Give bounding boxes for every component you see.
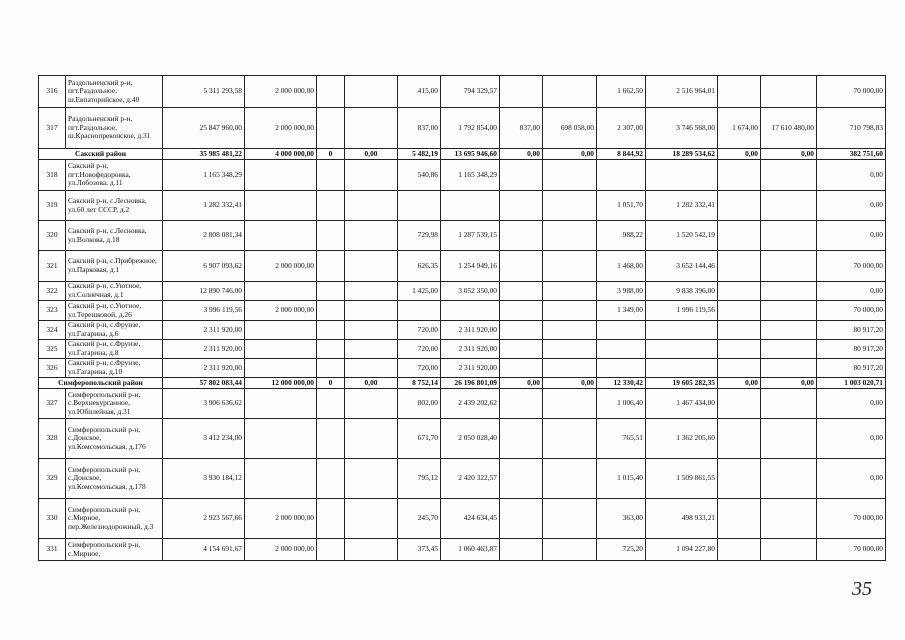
value-cell: 2 000 000,00 (245, 76, 317, 108)
value-cell (398, 301, 441, 321)
value-cell: 698 058,00 (543, 108, 597, 149)
value-cell (718, 221, 761, 251)
value-cell: 1 165 348,29 (163, 160, 245, 191)
value-cell: 0,00 (718, 149, 761, 160)
value-cell (761, 389, 817, 419)
value-cell (718, 76, 761, 108)
value-cell (761, 76, 817, 108)
value-cell: 26 196 801,09 (441, 378, 500, 389)
value-cell: 0,00 (817, 191, 886, 221)
value-cell (761, 251, 817, 282)
value-cell: 729,98 (398, 221, 441, 251)
value-cell: 2 439 202,62 (441, 389, 500, 419)
value-cell (317, 359, 345, 378)
value-cell (543, 359, 597, 378)
value-cell (543, 499, 597, 539)
value-cell: 1 094 227,80 (646, 539, 718, 561)
value-cell (543, 459, 597, 499)
value-cell: 1 051,70 (597, 191, 646, 221)
value-cell: 2 000 000,00 (245, 539, 317, 561)
value-cell (317, 301, 345, 321)
value-cell: 4 154 691,67 (163, 539, 245, 561)
value-cell (345, 282, 398, 301)
value-cell: 837,00 (398, 108, 441, 149)
value-cell (345, 340, 398, 359)
value-cell: 2 050 028,40 (441, 419, 500, 459)
value-cell (500, 301, 543, 321)
row-number: 330 (39, 499, 66, 539)
table-row (39, 301, 886, 321)
value-cell (597, 340, 646, 359)
value-cell (646, 160, 718, 191)
value-cell: 25 847 960,00 (163, 108, 245, 149)
value-cell (317, 251, 345, 282)
row-number: 317 (39, 108, 66, 149)
value-cell (441, 301, 500, 321)
value-cell: 1 165 348,29 (441, 160, 500, 191)
value-cell: 3 652 144,46 (646, 251, 718, 282)
value-cell: 1 015,40 (597, 459, 646, 499)
address-cell: Симферопольский р-н, с.Донское, ул.Комсомольская, д.178 (66, 459, 163, 499)
value-cell (761, 499, 817, 539)
table-row (39, 221, 886, 251)
value-cell: 498 933,21 (646, 499, 718, 539)
value-cell (718, 282, 761, 301)
table-row (39, 282, 886, 301)
value-cell: 373,45 (398, 539, 441, 561)
value-cell: 765,51 (597, 419, 646, 459)
value-cell (345, 251, 398, 282)
value-cell (718, 251, 761, 282)
value-cell: 2 000 000,00 (245, 251, 317, 282)
value-cell (345, 191, 398, 221)
value-cell: 0,00 (817, 419, 886, 459)
value-cell (345, 459, 398, 499)
value-cell (761, 301, 817, 321)
value-cell: 8 844,92 (597, 149, 646, 160)
value-cell (317, 539, 345, 561)
value-cell (317, 221, 345, 251)
row-number: 320 (39, 221, 66, 251)
value-cell: 2 923 567,66 (163, 499, 245, 539)
value-cell (500, 389, 543, 419)
value-cell: 0,00 (543, 149, 597, 160)
value-cell (345, 108, 398, 149)
value-cell (245, 340, 317, 359)
value-cell: 1 254 949,16 (441, 251, 500, 282)
value-cell: 363,00 (597, 499, 646, 539)
address-cell: Сакский р-н, с.Фрунзе, ул.Гагарина, д.6 (66, 321, 163, 340)
value-cell (345, 359, 398, 378)
value-cell: 2 420 322,57 (441, 459, 500, 499)
value-cell: 1 509 861,55 (646, 459, 718, 499)
value-cell (718, 160, 761, 191)
value-cell: 0,00 (543, 378, 597, 389)
value-cell (718, 340, 761, 359)
district-name: Сакский район (39, 149, 163, 160)
value-cell (245, 389, 317, 419)
table-row (39, 191, 886, 221)
value-cell (761, 359, 817, 378)
row-number: 322 (39, 282, 66, 301)
value-cell (761, 539, 817, 561)
value-cell (543, 76, 597, 108)
value-cell: 3 746 568,00 (646, 108, 718, 149)
address-cell: Симферопольский р-н, с.Мирное, пер.Железнодорожный, д.3 (66, 499, 163, 539)
value-cell: 0,00 (817, 221, 886, 251)
value-cell (317, 191, 345, 221)
table-row (39, 108, 886, 149)
address-cell: Сакский р-н, с.Лесновка, ул.60 лет СССР, д.2 (66, 191, 163, 221)
value-cell: 0,00 (817, 160, 886, 191)
value-cell: 1 996 119,56 (646, 301, 718, 321)
table-row (39, 359, 886, 378)
value-cell: 80 917,20 (817, 321, 886, 340)
table-row (39, 160, 886, 191)
value-cell (317, 340, 345, 359)
value-cell: 795,12 (398, 459, 441, 499)
value-cell: 245,70 (398, 499, 441, 539)
address-cell: Симферопольский р-н, с.Верхнекурганное, ул.Юбилейная, д.31 (66, 389, 163, 419)
row-number: 331 (39, 539, 66, 561)
value-cell (245, 419, 317, 459)
value-cell (500, 499, 543, 539)
district-total-row (39, 378, 886, 389)
value-cell: 720,00 (398, 359, 441, 378)
value-cell: 0,00 (500, 378, 543, 389)
value-cell (245, 191, 317, 221)
value-cell (345, 301, 398, 321)
value-cell (761, 282, 817, 301)
value-cell (718, 321, 761, 340)
value-cell (345, 321, 398, 340)
value-cell: 5 482,19 (398, 149, 441, 160)
value-cell: 70 000,00 (817, 499, 886, 539)
value-cell: 12 330,42 (597, 378, 646, 389)
value-cell: 17 610 480,00 (761, 108, 817, 149)
value-cell (500, 419, 543, 459)
value-cell: 3 930 184,12 (163, 459, 245, 499)
address-cell: Сакский р-н, с.Уютное, ул.Терешковой, д.26 (66, 301, 163, 321)
value-cell: 70 000,00 (817, 539, 886, 561)
value-cell: 12 000 000,00 (245, 378, 317, 389)
value-cell (500, 221, 543, 251)
value-cell: 1 662,50 (597, 76, 646, 108)
value-cell: 2 311 920,00 (163, 321, 245, 340)
value-cell (317, 321, 345, 340)
district-total-row (39, 149, 886, 160)
value-cell: 2 000 000,00 (245, 301, 317, 321)
value-cell: 0,00 (817, 459, 886, 499)
row-number: 323 (39, 301, 66, 321)
value-cell: 802,00 (398, 389, 441, 419)
value-cell: 382 751,60 (817, 149, 886, 160)
value-cell (718, 539, 761, 561)
value-cell (718, 191, 761, 221)
register-table (38, 75, 886, 561)
row-number: 325 (39, 340, 66, 359)
row-number: 319 (39, 191, 66, 221)
address-cell: Сакский р-н, с.Лесновка, ул.Волкова, д.18 (66, 221, 163, 251)
value-cell (718, 389, 761, 419)
value-cell: 720,00 (398, 340, 441, 359)
value-cell (543, 160, 597, 191)
value-cell: 1 060 463,87 (441, 539, 500, 561)
value-cell: 1 425,00 (398, 282, 441, 301)
value-cell (245, 359, 317, 378)
address-cell: Симферопольский р-н, с.Донское, ул.Комсомольская, д.176 (66, 419, 163, 459)
value-cell (543, 191, 597, 221)
value-cell (718, 459, 761, 499)
value-cell (317, 499, 345, 539)
value-cell: 70 000,00 (817, 301, 886, 321)
table-row (39, 251, 886, 282)
value-cell: 13 695 946,60 (441, 149, 500, 160)
value-cell (345, 499, 398, 539)
value-cell: 1 467 434,00 (646, 389, 718, 419)
value-cell: 2 808 081,34 (163, 221, 245, 251)
value-cell (761, 419, 817, 459)
value-cell (345, 389, 398, 419)
value-cell (245, 282, 317, 301)
value-cell: 0 (317, 149, 345, 160)
value-cell (543, 340, 597, 359)
value-cell: 0,00 (761, 378, 817, 389)
value-cell (500, 282, 543, 301)
value-cell: 3 906 636,62 (163, 389, 245, 419)
value-cell: 1 362 205,60 (646, 419, 718, 459)
value-cell (543, 301, 597, 321)
value-cell (245, 221, 317, 251)
value-cell: 2 307,00 (597, 108, 646, 149)
value-cell: 0,00 (817, 282, 886, 301)
value-cell: 0,00 (345, 378, 398, 389)
value-cell: 3 988,00 (597, 282, 646, 301)
value-cell: 35 985 481,22 (163, 149, 245, 160)
value-cell (317, 160, 345, 191)
table-row (39, 419, 886, 459)
address-cell: Сакский р-н, с.Фрунзе, ул.Гагарина, д.10 (66, 359, 163, 378)
value-cell: 3 052 350,00 (441, 282, 500, 301)
value-cell (543, 389, 597, 419)
table-row (39, 539, 886, 561)
value-cell (345, 76, 398, 108)
value-cell: 2 311 920,00 (163, 340, 245, 359)
value-cell: 626,35 (398, 251, 441, 282)
value-cell: 57 802 083,44 (163, 378, 245, 389)
row-number: 326 (39, 359, 66, 378)
value-cell (543, 539, 597, 561)
table-row (39, 340, 886, 359)
value-cell: 671,70 (398, 419, 441, 459)
value-cell: 0,00 (345, 149, 398, 160)
value-cell: 80 917,20 (817, 340, 886, 359)
value-cell (500, 340, 543, 359)
value-cell: 4 000 000,00 (245, 149, 317, 160)
value-cell: 1 287 539,15 (441, 221, 500, 251)
page-number: 35 (852, 578, 872, 600)
table-row (39, 499, 886, 539)
value-cell: 1 674,00 (718, 108, 761, 149)
value-cell: 0,00 (500, 149, 543, 160)
value-cell: 415,00 (398, 76, 441, 108)
value-cell (317, 108, 345, 149)
value-cell: 424 634,45 (441, 499, 500, 539)
value-cell (761, 321, 817, 340)
value-cell (500, 251, 543, 282)
value-cell: 720,00 (398, 321, 441, 340)
row-number: 328 (39, 419, 66, 459)
address-cell: Сакский р-н, пгт.Новофедоровка, ул.Лобозова, д.11 (66, 160, 163, 191)
value-cell (543, 251, 597, 282)
value-cell (761, 191, 817, 221)
value-cell (718, 499, 761, 539)
value-cell (597, 359, 646, 378)
value-cell: 80 917,20 (817, 359, 886, 378)
value-cell (317, 76, 345, 108)
row-number: 316 (39, 76, 66, 108)
value-cell: 3 412 234,00 (163, 419, 245, 459)
value-cell (761, 160, 817, 191)
value-cell: 725,20 (597, 539, 646, 561)
value-cell: 2 516 964,01 (646, 76, 718, 108)
value-cell: 1 349,00 (597, 301, 646, 321)
value-cell: 1 006,40 (597, 389, 646, 419)
value-cell: 0,00 (718, 378, 761, 389)
table-row (39, 76, 886, 108)
value-cell: 1 282 332,41 (646, 191, 718, 221)
address-cell: Сакский р-н, с.Уютное, ул.Солнечная, д.1 (66, 282, 163, 301)
value-cell: 710 798,83 (817, 108, 886, 149)
value-cell: 1 792 854,00 (441, 108, 500, 149)
value-cell: 12 890 746,00 (163, 282, 245, 301)
value-cell: 1 520 542,19 (646, 221, 718, 251)
value-cell (345, 221, 398, 251)
address-cell: Сакский р-н, с.Фрунзе, ул.Гагарина, д.8 (66, 340, 163, 359)
value-cell (646, 321, 718, 340)
value-cell (317, 389, 345, 419)
value-cell (543, 282, 597, 301)
value-cell (245, 459, 317, 499)
value-cell (500, 359, 543, 378)
value-cell: 19 605 282,35 (646, 378, 718, 389)
value-cell (398, 191, 441, 221)
value-cell: 1 468,00 (597, 251, 646, 282)
value-cell (317, 282, 345, 301)
value-cell (500, 539, 543, 561)
value-cell: 70 000,00 (817, 76, 886, 108)
row-number: 327 (39, 389, 66, 419)
value-cell: 2 311 920,00 (441, 340, 500, 359)
register-table-body (39, 76, 886, 561)
value-cell (317, 459, 345, 499)
value-cell: 70 000,00 (817, 251, 886, 282)
value-cell (543, 419, 597, 459)
value-cell: 1 282 332,41 (163, 191, 245, 221)
value-cell (761, 340, 817, 359)
table-row (39, 459, 886, 499)
value-cell: 6 907 093,62 (163, 251, 245, 282)
value-cell: 9 838 396,00 (646, 282, 718, 301)
value-cell: 1 003 020,71 (817, 378, 886, 389)
address-cell: Раздольненский р-н, пгт.Раздольное, ш.Краснопрекопское, д.31 (66, 108, 163, 149)
row-number: 318 (39, 160, 66, 191)
value-cell (543, 321, 597, 340)
value-cell (245, 160, 317, 191)
value-cell (500, 191, 543, 221)
table-row (39, 321, 886, 340)
value-cell: 2 311 920,00 (163, 359, 245, 378)
value-cell: 0,00 (761, 149, 817, 160)
value-cell (597, 321, 646, 340)
value-cell (441, 191, 500, 221)
value-cell (345, 539, 398, 561)
value-cell: 0 (317, 378, 345, 389)
value-cell: 837,00 (500, 108, 543, 149)
value-cell: 18 289 534,62 (646, 149, 718, 160)
row-number: 321 (39, 251, 66, 282)
address-cell: Симферопольский р-н, с.Мирное, (66, 539, 163, 561)
value-cell: 2 311 920,00 (441, 321, 500, 340)
value-cell (500, 459, 543, 499)
value-cell (646, 340, 718, 359)
value-cell: 3 996 119,56 (163, 301, 245, 321)
value-cell (317, 419, 345, 459)
value-cell (500, 321, 543, 340)
value-cell: 2 311 920,00 (441, 359, 500, 378)
value-cell: 540,86 (398, 160, 441, 191)
value-cell (761, 459, 817, 499)
value-cell: 0,00 (817, 389, 886, 419)
row-number: 324 (39, 321, 66, 340)
address-cell: Сакский р-н, с.Прибрежное, ул.Парковая, д.1 (66, 251, 163, 282)
value-cell (500, 76, 543, 108)
value-cell (597, 160, 646, 191)
value-cell (345, 160, 398, 191)
value-cell (761, 221, 817, 251)
value-cell: 5 311 293,58 (163, 76, 245, 108)
value-cell: 794 329,57 (441, 76, 500, 108)
address-cell: Раздольненский р-н, пгт.Раздольное, ш.Евпаторийское, д.40 (66, 76, 163, 108)
row-number: 329 (39, 459, 66, 499)
value-cell (500, 160, 543, 191)
value-cell: 8 752,14 (398, 378, 441, 389)
value-cell (718, 301, 761, 321)
value-cell: 988,22 (597, 221, 646, 251)
district-name: Симферопольский район (39, 378, 163, 389)
value-cell (245, 321, 317, 340)
value-cell: 2 000 000,00 (245, 108, 317, 149)
value-cell (718, 359, 761, 378)
value-cell (345, 419, 398, 459)
value-cell (543, 221, 597, 251)
table-row (39, 389, 886, 419)
value-cell: 2 000 000,00 (245, 499, 317, 539)
value-cell (718, 419, 761, 459)
value-cell (646, 359, 718, 378)
